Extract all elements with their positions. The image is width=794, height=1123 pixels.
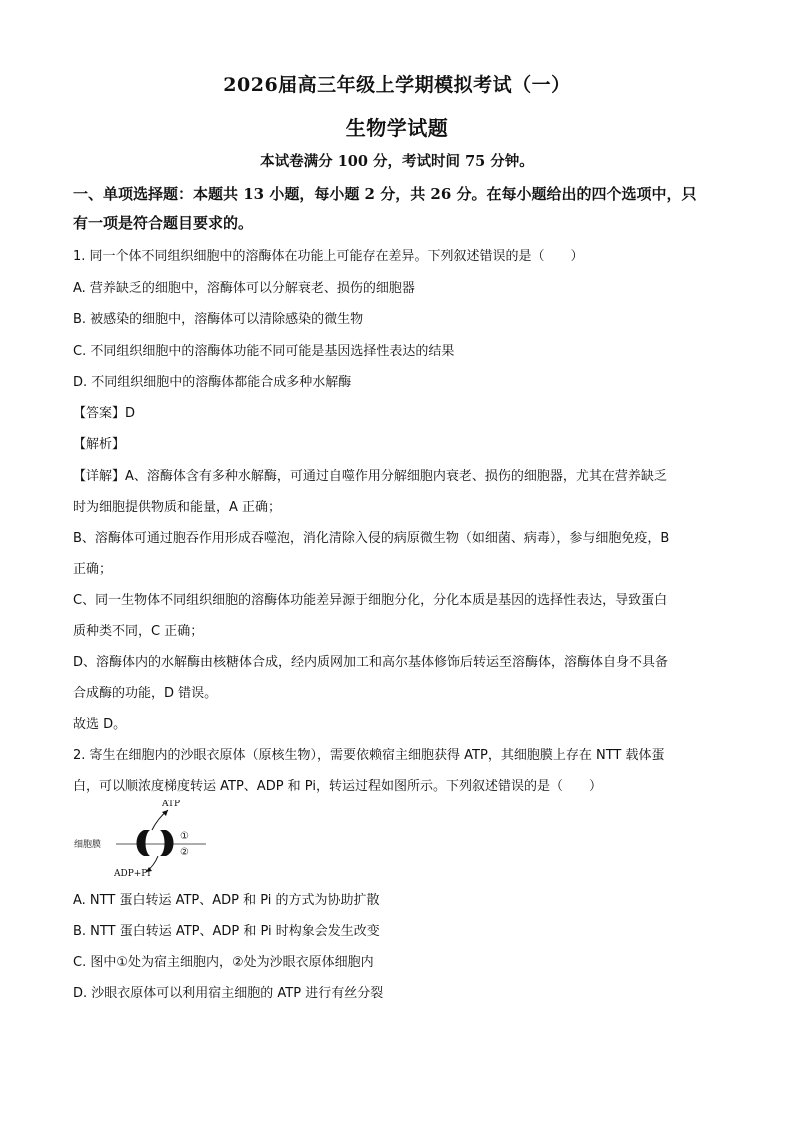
q2-option-a: A. NTT 蛋白转运 ATP、ADP 和 Pi 的方式为协助扩散 (73, 893, 380, 908)
ntt-protein-right (160, 830, 174, 856)
q1-explanation-line: C、同一生物体不同组织细胞的溶酶体功能差异源于细胞分化，分化本质是基因的选择性表达，导致蛋白 (73, 593, 668, 608)
q1-explanation-line: 时为细胞提供物质和能量，A 正确； (73, 500, 282, 515)
subject-title: 生物学试题 (345, 116, 449, 140)
q2-option-b: B. NTT 蛋白转运 ATP、ADP 和 Pi 时构象会发生改变 (73, 924, 380, 939)
q2-stem-line1: 2. 寄生在细胞内的沙眼衣原体（原核生物），需要依赖宿主细胞获得 ATP，其细胞膜上存在 NTT 载体蛋 (73, 748, 665, 763)
q1-option-c: C. 不同组织细胞中的溶酶体功能不同可能是基因选择性表达的结果 (73, 344, 455, 359)
q1-explanation-line: B、溶酶体可通过胞吞作用形成吞噬泡，消化清除入侵的病原微生物（如细菌、病毒），参与细胞免疫，B (73, 531, 670, 546)
q1-explanation-line: 合成酶的功能，D 错误。 (73, 686, 218, 701)
q1-explanation-line: 正确； (73, 562, 113, 577)
figure-label-side1: ① (180, 831, 189, 842)
q1-explanation-line: D、溶酶体内的水解酶由核糖体合成，经内质网加工和高尔基体修饰后转运至溶酶体，溶酶体自身不具备 (73, 655, 669, 670)
figure-label-membrane: 细胞膜 (74, 840, 102, 850)
q1-option-b: B. 被感染的细胞中，溶酶体可以清除感染的微生物 (73, 312, 364, 327)
ntt-protein-left (137, 830, 151, 856)
q1-option-a: A. 营养缺乏的细胞中，溶酶体可以分解衰老、损伤的细胞器 (73, 281, 415, 296)
q2-stem-line2: 白，可以顺浓度梯度转运 ATP、ADP 和 Pi，转运过程如图所示。下列叙述错误的是（ ） (73, 779, 602, 794)
figure-label-atp: ATP (162, 800, 181, 809)
figure-label-side2: ② (180, 847, 189, 858)
q2-option-d: D. 沙眼衣原体可以利用宿主细胞的 ATP 进行有丝分裂 (73, 986, 384, 1001)
ntt-transport-figure (72, 800, 212, 880)
q1-explanation-line: 故选 D。 (73, 717, 127, 732)
q1-explanation-line: 【详解】A、溶酶体含有多种水解酶，可通过自噬作用分解细胞内衰老、损伤的细胞器，尤其在营养缺乏 (73, 469, 667, 484)
exam-info: 本试卷满分 100 分，考试时间 75 分钟。 (260, 153, 534, 170)
section-heading-line1: 一、单项选择题：本题共 13 小题，每小题 2 分，共 26 分。在每小题给出的四个选项中，只 (73, 185, 697, 203)
q2-option-c: C. 图中①处为宿主细胞内，②处为沙眼衣原体细胞内 (73, 955, 374, 970)
q1-analysis-label: 【解析】 (73, 437, 126, 452)
q1-stem: 1. 同一个体不同组织细胞中的溶酶体在功能上可能存在差异。下列叙述错误的是（ ） (73, 249, 584, 264)
exam-title: 2026届高三年级上学期模拟考试（一） (223, 74, 571, 96)
q1-option-d: D. 不同组织细胞中的溶酶体都能合成多种水解酶 (73, 375, 352, 390)
figure-label-adp: ADP+Pi (114, 869, 151, 879)
q1-explanation-line: 质种类不同，C 正确； (73, 624, 204, 639)
q1-answer: 【答案】D (73, 406, 136, 421)
section-heading-line2: 有一项是符合题目要求的。 (73, 214, 254, 232)
